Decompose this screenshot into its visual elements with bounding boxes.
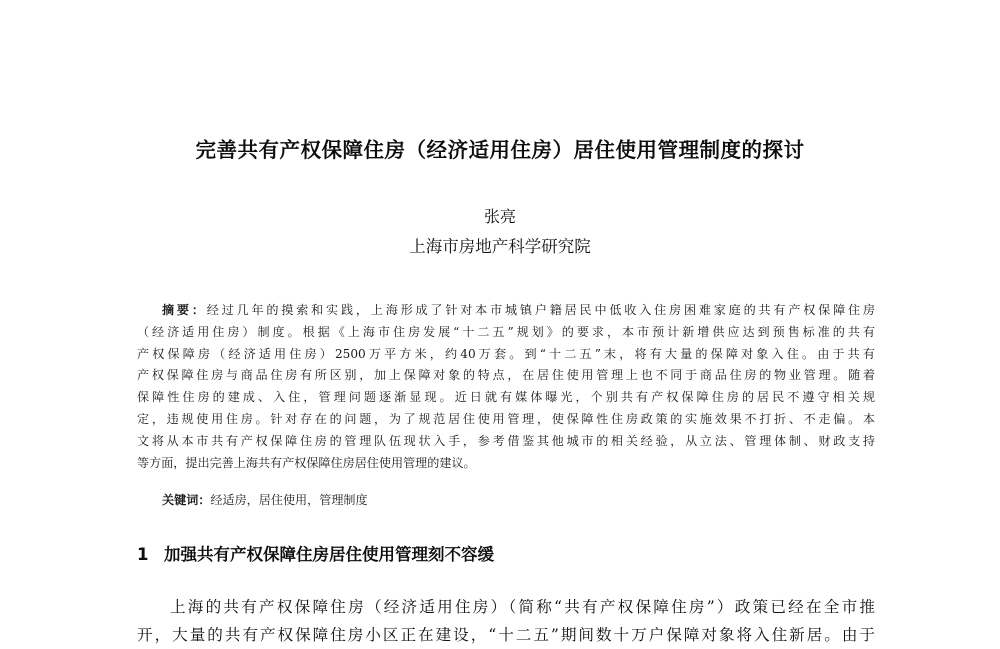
abstract-line: 产权保障房（经济适用住房）2500万平方米，约40万套。到“十二五”末，将有大量的保障对象入住。由于共有 [137, 346, 875, 361]
section-number: 1 [137, 545, 149, 564]
keywords-line [162, 491, 368, 509]
abstract-line: 产权保障住房与商品住房有所区别，加上保障对象的特点，在居住使用管理上也不同于商品住房的物业管理。随着 [137, 368, 875, 383]
abstract-line: 保障性住房的建成、入住，管理问题逐渐显现。近日就有媒体曝光，个别共有产权保障住房的居民不遵守相关规 [137, 390, 875, 405]
keywords-text: 经适房，居住使用，管理制度 [210, 493, 368, 507]
abstract-block [137, 300, 875, 474]
body-line: 上海的共有产权保障住房（经济适用住房）（简称“共有产权保障住房”）政策已经在全市推 [170, 598, 875, 616]
author-name: 张亮 [483, 207, 516, 226]
section-title: 加强共有产权保障住房居住使用管理刻不容缓 [164, 545, 494, 564]
section-body [137, 593, 875, 649]
abstract-label: 摘要： [162, 303, 207, 317]
abstract-text: 经过几年的摸索和实践，上海形成了针对本市城镇户籍居民中低收入住房困难家庭的共有产权保障住房 [206, 303, 875, 317]
keywords-label: 关键词： [162, 493, 211, 507]
abstract-line: 文将从本市共有产权保障住房的管理队伍现状入手，参考借鉴其他城市的相关经验，从立法、管理体制、财政支持 [137, 433, 875, 448]
section-heading [137, 541, 494, 565]
abstract-line: （经济适用住房）制度。根据《上海市住房发展“十二五”规划》的要求，本市预计新增供应达到预售标准的共有 [137, 324, 875, 339]
abstract-line: 等方面，提出完善上海共有产权保障住房居住使用管理的建议。 [137, 455, 476, 470]
abstract-line: 定，违规使用住房。针对存在的问题，为了规范居住使用管理，使保障性住房政策的实施效果不打折、不走偏。本 [137, 411, 875, 426]
body-line: 开，大量的共有产权保障住房小区正在建设，“十二五”期间数十万户保障对象将入住新居。由于 [137, 626, 875, 644]
author-affiliation: 上海市房地产科学研究院 [409, 237, 591, 256]
paper-title: 完善共有产权保障住房（经济适用住房）居住使用管理制度的探讨 [195, 138, 805, 162]
abstract-line [137, 300, 875, 322]
